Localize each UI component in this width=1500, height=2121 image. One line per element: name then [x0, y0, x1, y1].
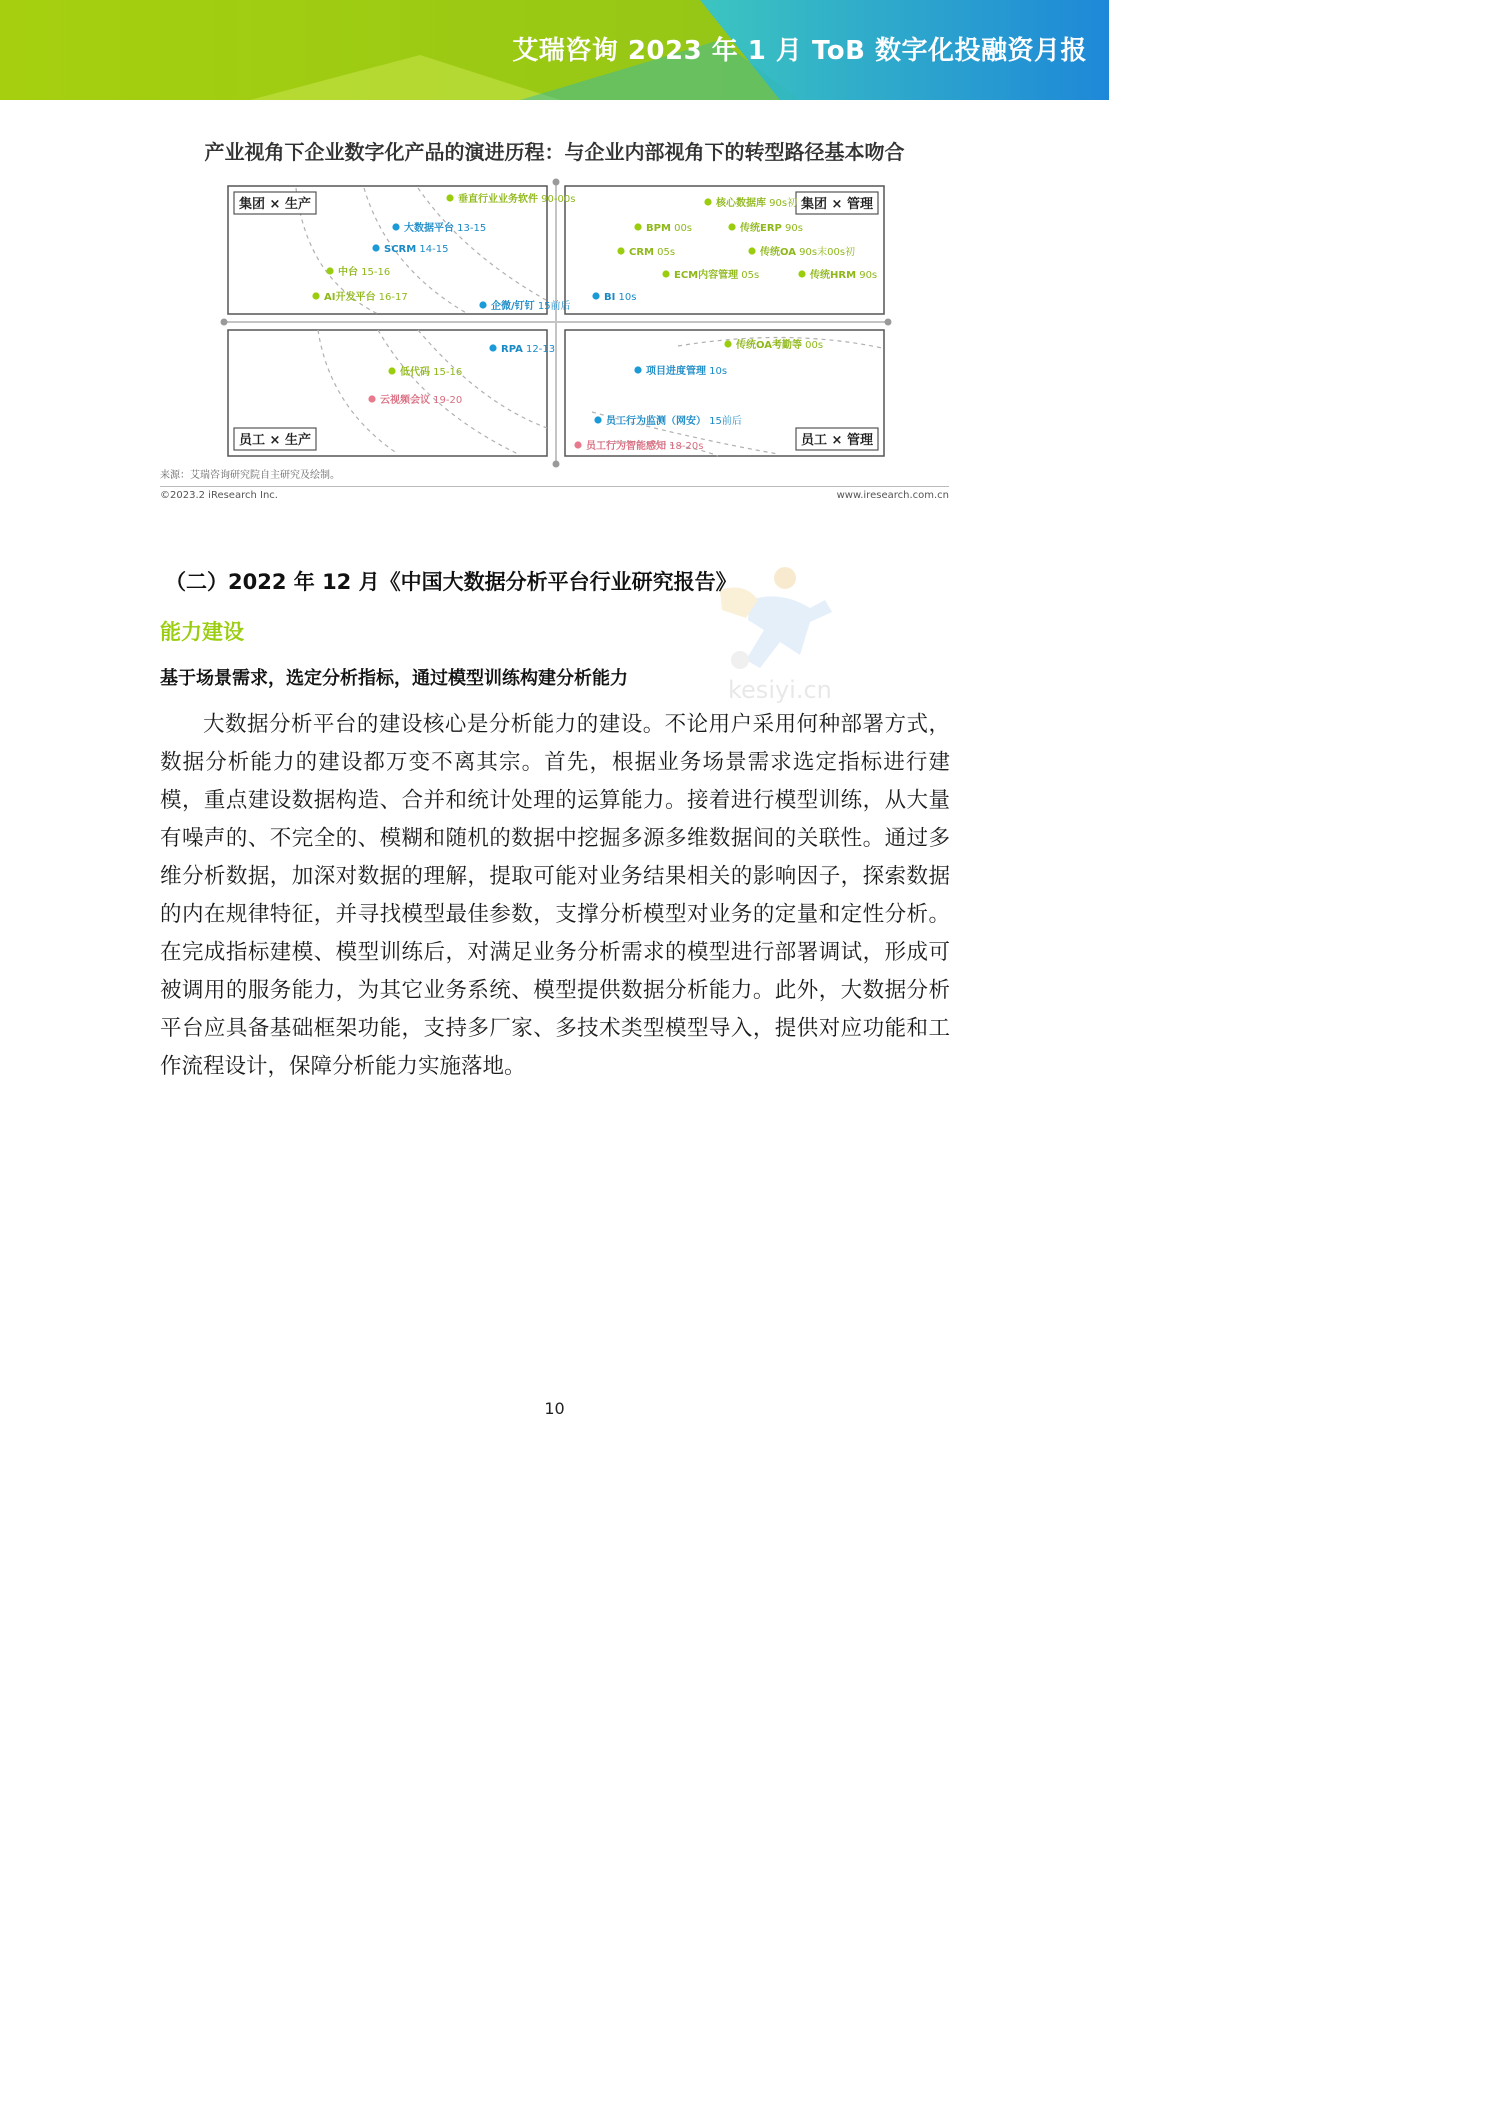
item-period: 15-16 [358, 267, 391, 278]
item-dot [634, 366, 641, 373]
header-title: 艾瑞咨询 2023 年 1 月 ToB 数字化投融资月报 [512, 36, 1087, 66]
arc-bl-2 [378, 330, 518, 454]
label-bottom-left-text: 员工 × 生产 [239, 433, 311, 448]
item-period: 13-15 [454, 223, 487, 234]
item-label [739, 221, 803, 234]
body-paragraph: 大数据分析平台的建设核心是分析能力的建设。不论用户采用何种部署方式，数据分析能力的建设都万变不离其宗。首先，根据业务场景需求选定指标进行建模，重点建设数据构造、合并和统计处理的运算能力。接着进行模型训练，从大量有噪声的、不完全的、模糊和随机的数据中挖掘多源多维数据间的关联性。通过多维分析数据，加深对数据的理解，提取可能对业务结果相关的影响因子，探索数据的内在规律特征，并寻找模型最佳参数，支撑分析模型对业务的定量和定性分析。在完成指标建模、模型训练后，对满足业务分析需求的模型进行部署调试，形成可被调用的服务能力，为其它业务系统、模型提供数据分析能力。此外，大数据分析平台应具备基础框架功能，支持多厂家、多技术类型模型导入，提供对应功能和工作流程设计，保障分析能力实施落地。 [160, 712, 950, 1079]
item-period: 90s初 [766, 198, 798, 209]
label-bottom-right [796, 428, 878, 450]
item-label [380, 393, 462, 406]
item-label [715, 196, 797, 209]
item-name: BI [604, 292, 616, 303]
item-label [338, 265, 390, 278]
item-dot [594, 416, 601, 423]
item-period: 15-16 [430, 367, 463, 378]
item-name: 企微/钉钉 [491, 301, 535, 312]
item-dot [312, 292, 319, 299]
axis-end-dot [221, 319, 228, 326]
item-dot [662, 270, 669, 277]
header-band [0, 0, 1109, 100]
item-period: 90s [856, 270, 878, 281]
item-label [384, 244, 448, 255]
item-name: 传统ERP [740, 223, 782, 234]
figure-copyright: ©2023.2 iResearch Inc. [160, 490, 278, 501]
item-name: BPM [646, 223, 671, 234]
item-label [606, 414, 742, 427]
item-dot [372, 244, 379, 251]
item-period: 10s [615, 292, 637, 303]
item-name: RPA [501, 344, 523, 355]
item-label [458, 192, 575, 205]
items-bottom-left [368, 344, 555, 406]
section-subsubheading: 基于场景需求，选定分析指标，通过模型训练构建分析能力 [160, 668, 628, 689]
item-name: 垂直行业业务软件 [458, 194, 538, 205]
item-period: 90-00s [538, 194, 576, 205]
item-label [604, 292, 636, 303]
axis-end-dot [553, 179, 560, 186]
item-period: 00s [801, 340, 824, 351]
label-top-right-text: 集团 × 管理 [801, 197, 873, 212]
item-dot [704, 198, 711, 205]
item-dot [728, 223, 735, 230]
section-heading: （二）2022 年 12 月《中国大数据分析平台行业研究报告》 [165, 570, 737, 594]
item-name: 大数据平台 [404, 223, 454, 234]
item-name: 员工行为智能感知 [586, 441, 666, 452]
item-label [646, 223, 692, 234]
items-bottom-right [574, 338, 823, 452]
item-name: 中台 [338, 267, 358, 278]
item-name: ECM内容管理 [674, 270, 739, 281]
item-dot [388, 367, 395, 374]
label-top-left-text: 集团 × 生产 [239, 197, 311, 212]
item-label [404, 221, 486, 234]
item-period: 05s [654, 247, 676, 258]
item-dot [368, 395, 375, 402]
page-number: 10 [544, 1399, 565, 1418]
figure-website: www.iresearch.com.cn [836, 490, 949, 501]
item-name: SCRM [384, 244, 417, 255]
item-dot [446, 194, 453, 201]
label-top-left [234, 192, 316, 214]
item-period: 10s [706, 366, 728, 377]
item-period: 15前后 [706, 416, 742, 427]
item-dot [724, 340, 731, 347]
figure-source: 来源：艾瑞咨询研究院自主研究及绘制。 [160, 470, 340, 481]
item-label [735, 338, 823, 351]
watermark-head-icon [774, 567, 796, 589]
item-name: 传统OA [760, 247, 796, 258]
item-period: 00s [670, 223, 693, 234]
item-name: 项目进度管理 [646, 366, 706, 377]
item-dot [489, 344, 496, 351]
item-label [646, 364, 727, 377]
watermark-ball-icon [731, 651, 749, 669]
item-label [324, 290, 408, 303]
item-name: 核心数据库 [716, 198, 766, 209]
item-label [629, 247, 675, 258]
watermark-figure-icon [746, 596, 832, 668]
item-dot [479, 301, 486, 308]
item-label [400, 365, 462, 378]
item-period: 19-20 [430, 395, 463, 406]
item-name: 传统HRM [810, 270, 857, 281]
item-dot [798, 270, 805, 277]
quadrant-diagram [218, 178, 894, 470]
axis-end-dot [553, 461, 560, 468]
item-name: 员工行为监测（网安） [606, 416, 706, 427]
item-dot [748, 247, 755, 254]
item-name: 传统OA考勤等 [736, 340, 802, 351]
item-dot [592, 292, 599, 299]
figure-divider [160, 486, 949, 487]
label-top-right [796, 192, 878, 214]
item-name: CRM [629, 247, 654, 258]
section-subheading: 能力建设 [160, 620, 244, 644]
item-dot [392, 223, 399, 230]
item-period: 90s [781, 223, 803, 234]
item-label [491, 299, 571, 312]
watermark-text: kesiyi.cn [728, 676, 832, 704]
item-label [674, 268, 759, 281]
item-label [759, 245, 855, 258]
item-period: 14-15 [416, 244, 449, 255]
label-bottom-right-text: 员工 × 管理 [801, 433, 873, 448]
figure-title: 产业视角下企业数字化产品的演进历程：与企业内部视角下的转型路径基本吻合 [204, 140, 905, 164]
item-period: 05s [738, 270, 760, 281]
arc-bl-1 [318, 330, 398, 454]
item-period: 16-17 [375, 292, 408, 303]
label-bottom-left [234, 428, 316, 450]
item-dot [634, 223, 641, 230]
item-name: 低代码 [400, 367, 430, 378]
item-name: AI开发平台 [324, 292, 376, 303]
item-dot [326, 267, 333, 274]
item-period: 90s末00s初 [795, 247, 856, 258]
item-label [586, 439, 703, 452]
item-period: 15前后 [534, 301, 571, 312]
item-dot [574, 441, 581, 448]
item-label [809, 268, 877, 281]
item-dot [617, 247, 624, 254]
item-period: 18-20s [666, 441, 704, 452]
axis-end-dot [885, 319, 892, 326]
item-period: 12-13 [522, 344, 556, 355]
item-label [501, 344, 555, 355]
items-top-left [312, 192, 575, 312]
item-name: 云视频会议 [380, 395, 430, 406]
